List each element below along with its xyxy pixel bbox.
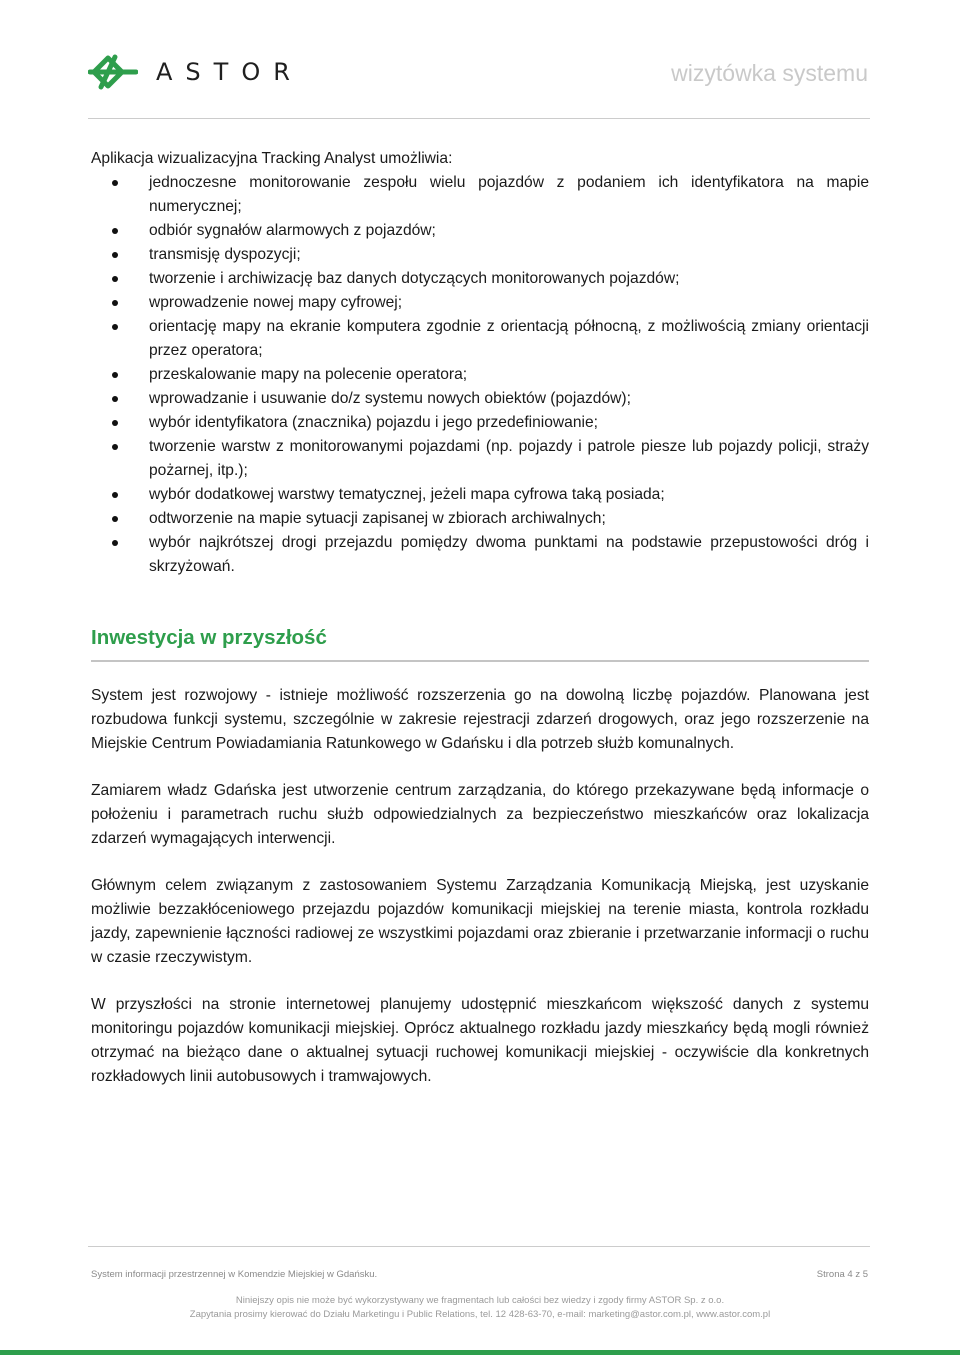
paragraph: Głównym celem związanym z zastosowaniem Systemu Zarządzania Komunikacją Miejską, jest uzyskanie możliwie bezzakłóceniowego przejazdu pojazdów komunikacji miejskiej na terenie miasta, kontrola rozkładu jazdy, zapewnienie łączności radiowej ze wszystkimi pojazdami oraz zbieranie i przetwarzanie informacji o ruchu w czasie rzeczywistym. [91,877,869,966]
header-divider [88,118,870,119]
list-item: orientację mapy na ekranie komputera zgodnie z orientacją północną, z możliwością zmiany orientacji przez operatora; [91,315,869,363]
list-item: przeskalowanie mapy na polecenie operatora; [91,363,869,387]
list-item: jednoczesne monitorowanie zespołu wielu pojazdów z podaniem ich identyfikatora na mapie numerycznej; [91,171,869,219]
intro-text: Aplikacja wizualizacyjna Tracking Analyst umożliwia: [91,150,453,167]
list-item: wybór najkrótszej drogi przejazdu pomiędzy dwoma punktami na podstawie przepustowości dróg i skrzyżowań. [91,531,869,579]
list-item: wybór dodatkowej warstwy tematycznej, jeżeli mapa cyfrowa taką posiada; [91,483,869,507]
list-item: tworzenie i archiwizację baz danych dotyczących monitorowanych pojazdów; [91,267,869,291]
list-item: wprowadzenie nowej mapy cyfrowej; [91,291,869,315]
list-item: wybór identyfikatora (znacznika) pojazdu i jego przedefiniowanie; [91,411,869,435]
astor-logo-icon [88,52,138,92]
feature-list [91,171,869,579]
list-item: wprowadzanie i usuwanie do/z systemu nowych obiektów (pojazdów); [91,387,869,411]
main-content [91,147,869,1089]
list-item: tworzenie warstw z monitorowanymi pojazdami (np. pojazdy i patrole piesze lub pojazdy policji, straży pożarnej, itp.); [91,435,869,483]
astor-logo [88,52,303,92]
section-heading: Inwestycja w przyszłość [91,626,327,649]
paragraph: W przyszłości na stronie internetowej planujemy udostępnić mieszkańcom większość danych z systemu monitoringu pojazdów komunikacji miejskiej. Oprócz aktualnego rozkładu jazdy mieszkańcy będą mogli również otrzymać na bieżąco dane o aktualnej sytuacji ruchowej komunikacji miejskiej - oczywiście dla konkretnych rozkładowych linii autobusowych i tramwajowych. [91,996,869,1085]
page-header [0,0,960,120]
brand-name: ASTOR [156,58,303,86]
list-item: odbiór sygnałów alarmowych z pojazdów; [91,219,869,243]
footer-title: System informacji przestrzennej w Komendzie Miejskiej w Gdańsku. [91,1269,378,1280]
document-type-label: wizytówka systemu [671,60,868,86]
list-item: odtworzenie na mapie sytuacji zapisanej w zbiorach archiwalnych; [91,507,869,531]
section-divider [91,660,869,662]
list-item: transmisję dyspozycji; [91,243,869,267]
bottom-accent-bar [0,1350,960,1355]
footer-copyright-note: Niniejszy opis nie może być wykorzystywany we fragmentach lub całości bez wiedzy i zgody firmy ASTOR Sp. z o.o. [235,1295,725,1306]
page-number: Strona 4 z 5 [816,1269,868,1280]
paragraph: Zamiarem władz Gdańska jest utworzenie centrum zarządzania, do którego przekazywane będą informacje o położeniu i parametrach ruchu służb odpowiedzialnych za bezpieczeństwo mieszkańców oraz lokalizacja zdarzeń wymagających interwencji. [91,782,869,847]
footer-contact-note: Zapytania prosimy kierować do Działu Marketingu i Public Relations, tel. 12 428-63-70, e-mail: marketing@astor.com.pl, www.astor.com.pl [189,1309,771,1320]
footer-divider [88,1246,870,1247]
paragraph: System jest rozwojowy - istnieje możliwość rozszerzenia go na dowolną liczbę pojazdów. Planowana jest rozbudowa funkcji systemu, szczególnie w zakresie rejestracji zdarzeń drogowych, oraz jego rozszerzenie na Miejskie Centrum Powiadamiania Ratunkowego w Gdańsku i dla potrzeb służb komunalnych. [91,687,869,752]
